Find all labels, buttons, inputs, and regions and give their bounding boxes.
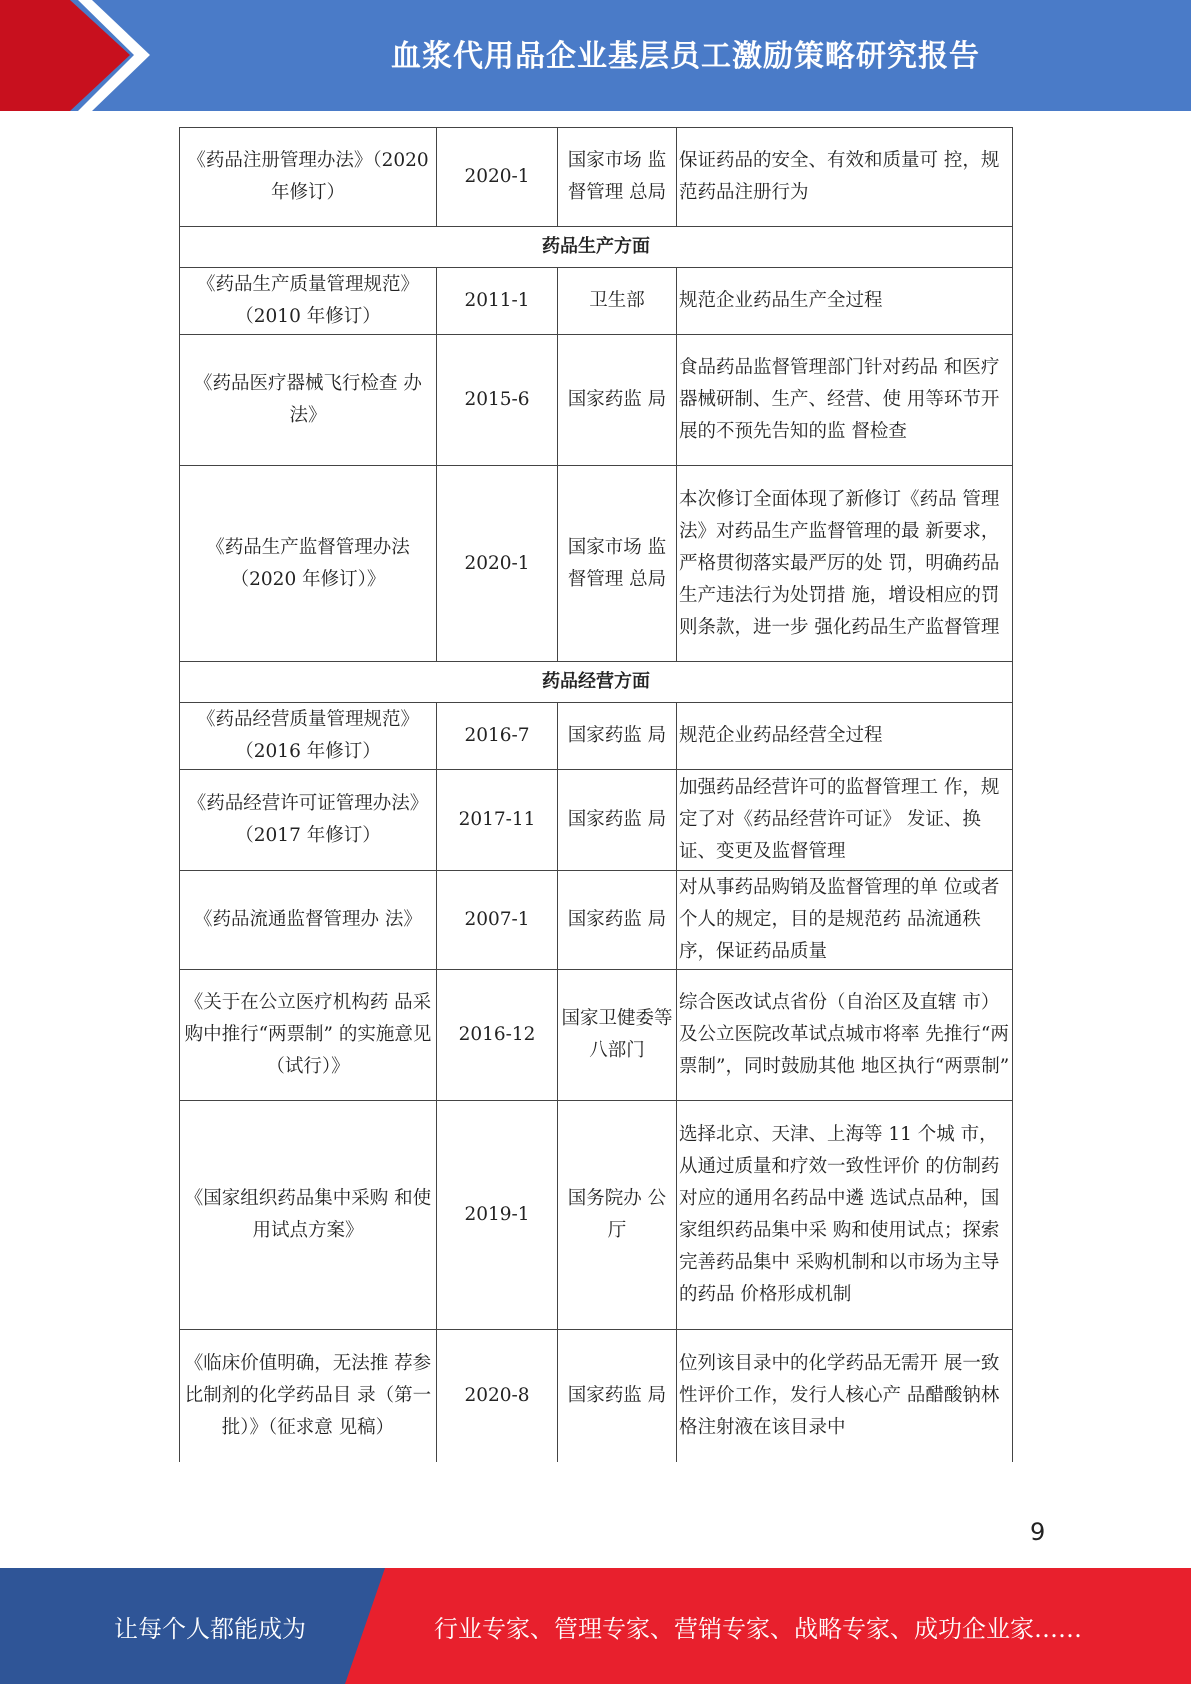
regulation-agency: 国务院办 公厅 [558,1101,677,1330]
regulation-agency: 国家药监 局 [558,1330,677,1462]
regulation-name: 《药品注册管理办法》（2020 年修订） [180,128,437,227]
regulation-agency: 国家市场 监督管理 总局 [558,128,677,227]
regulation-agency: 国家市场 监督管理 总局 [558,466,677,662]
regulation-description: 本次修订全面体现了新修订《药品 管理法》对药品生产监督管理的最 新要求，严格贯彻落实最严厉的处 罚，明确药品生产违法行为处罚措 施，增设相应的罚则条款，进一步 强化药品生产监督管理 [677,466,1013,662]
table-row [180,128,1013,227]
regulation-agency: 国家药监 局 [558,770,677,871]
regulation-name: 《药品医疗器械飞行检查 办法》 [180,335,437,466]
regulation-agency: 国家药监 局 [558,335,677,466]
regulation-name: 《关于在公立医疗机构药 品采购中推行“两票制” 的实施意见（试行）》 [180,970,437,1101]
regulation-description: 综合医改试点省份（自治区及直辖 市）及公立医院改革试点城市将率 先推行“两票制”，同时鼓励其他 地区执行“两票制” [677,970,1013,1101]
regulation-name: 《药品流通监督管理办 法》 [180,871,437,970]
table-row [180,335,1013,466]
regulation-agency: 卫生部 [558,268,677,335]
regulation-date: 2016-7 [437,703,558,770]
regulation-agency: 国家卫健委等八部门 [558,970,677,1101]
regulation-description: 对从事药品购销及监督管理的单 位或者个人的规定，目的是规范药 品流通秩序，保证药品质量 [677,871,1013,970]
regulation-description: 保证药品的安全、有效和质量可 控，规范药品注册行为 [677,128,1013,227]
section-row [180,227,1013,268]
footer-banner [0,1568,1191,1684]
report-title: 血浆代用品企业基层员工激励策略研究报告 [391,38,980,74]
table-row [180,1330,1013,1462]
red-chevron-decoration [0,0,150,111]
regulation-name: 《临床价值明确，无法推 荐参比制剂的化学药品目 录（第一批）》（征求意 见稿） [180,1330,437,1462]
regulation-date: 2007-1 [437,871,558,970]
regulation-name: 《药品生产监督管理办法（2020 年修订）》 [180,466,437,662]
table-row [180,466,1013,662]
section-title: 药品经营方面 [180,662,1013,703]
table-row [180,871,1013,970]
regulation-description: 选择北京、天津、上海等 11 个城 市，从通过质量和疗效一致性评价 的仿制药对应的通用名药品中遴 选试点品种，国家组织药品集中采 购和使用试点；探索完善药品集中 采购机制和以市场为主导的药品 价格形成机制 [677,1101,1013,1330]
regulation-table [179,127,1013,1462]
regulation-name: 《药品生产质量管理规范》（2010 年修订） [180,268,437,335]
table-row [180,1101,1013,1330]
regulation-date: 2017-11 [437,770,558,871]
regulation-date: 2019-1 [437,1101,558,1330]
table-row [180,770,1013,871]
header-banner [0,0,1191,111]
page-number: 9 [1030,1518,1046,1546]
table-row [180,703,1013,770]
regulation-description: 加强药品经营许可的监督管理工 作，规定了对《药品经营许可证》 发证、换证、变更及监督管理 [677,770,1013,871]
regulation-table-container [179,127,1012,1462]
regulation-name: 《药品经营许可证管理办法》（2017 年修订） [180,770,437,871]
section-title: 药品生产方面 [180,227,1013,268]
regulation-date: 2015-6 [437,335,558,466]
regulation-description: 位列该目录中的化学药品无需开 展一致性评价工作，发行人核心产 品醋酸钠林格注射液在该目录中 [677,1330,1013,1462]
regulation-description: 规范企业药品生产全过程 [677,268,1013,335]
regulation-agency: 国家药监 局 [558,871,677,970]
regulation-name: 《国家组织药品集中采购 和使用试点方案》 [180,1101,437,1330]
regulation-date: 2020-1 [437,128,558,227]
table-row [180,970,1013,1101]
regulation-date: 2011-1 [437,268,558,335]
regulation-agency: 国家药监 局 [558,703,677,770]
regulation-date: 2020-8 [437,1330,558,1462]
section-row [180,662,1013,703]
regulation-date: 2020-1 [437,466,558,662]
regulation-name: 《药品经营质量管理规范》（2016 年修订） [180,703,437,770]
footer-slogan-left: 让每个人都能成为 [114,1614,306,1643]
table-row [180,268,1013,335]
footer-slogan-right: 行业专家、管理专家、营销专家、战略专家、成功企业家…… [434,1614,1082,1643]
regulation-description: 食品药品监督管理部门针对药品 和医疗器械研制、生产、经营、使 用等环节开展的不预先告知的监 督检查 [677,335,1013,466]
regulation-date: 2016-12 [437,970,558,1101]
regulation-description: 规范企业药品经营全过程 [677,703,1013,770]
